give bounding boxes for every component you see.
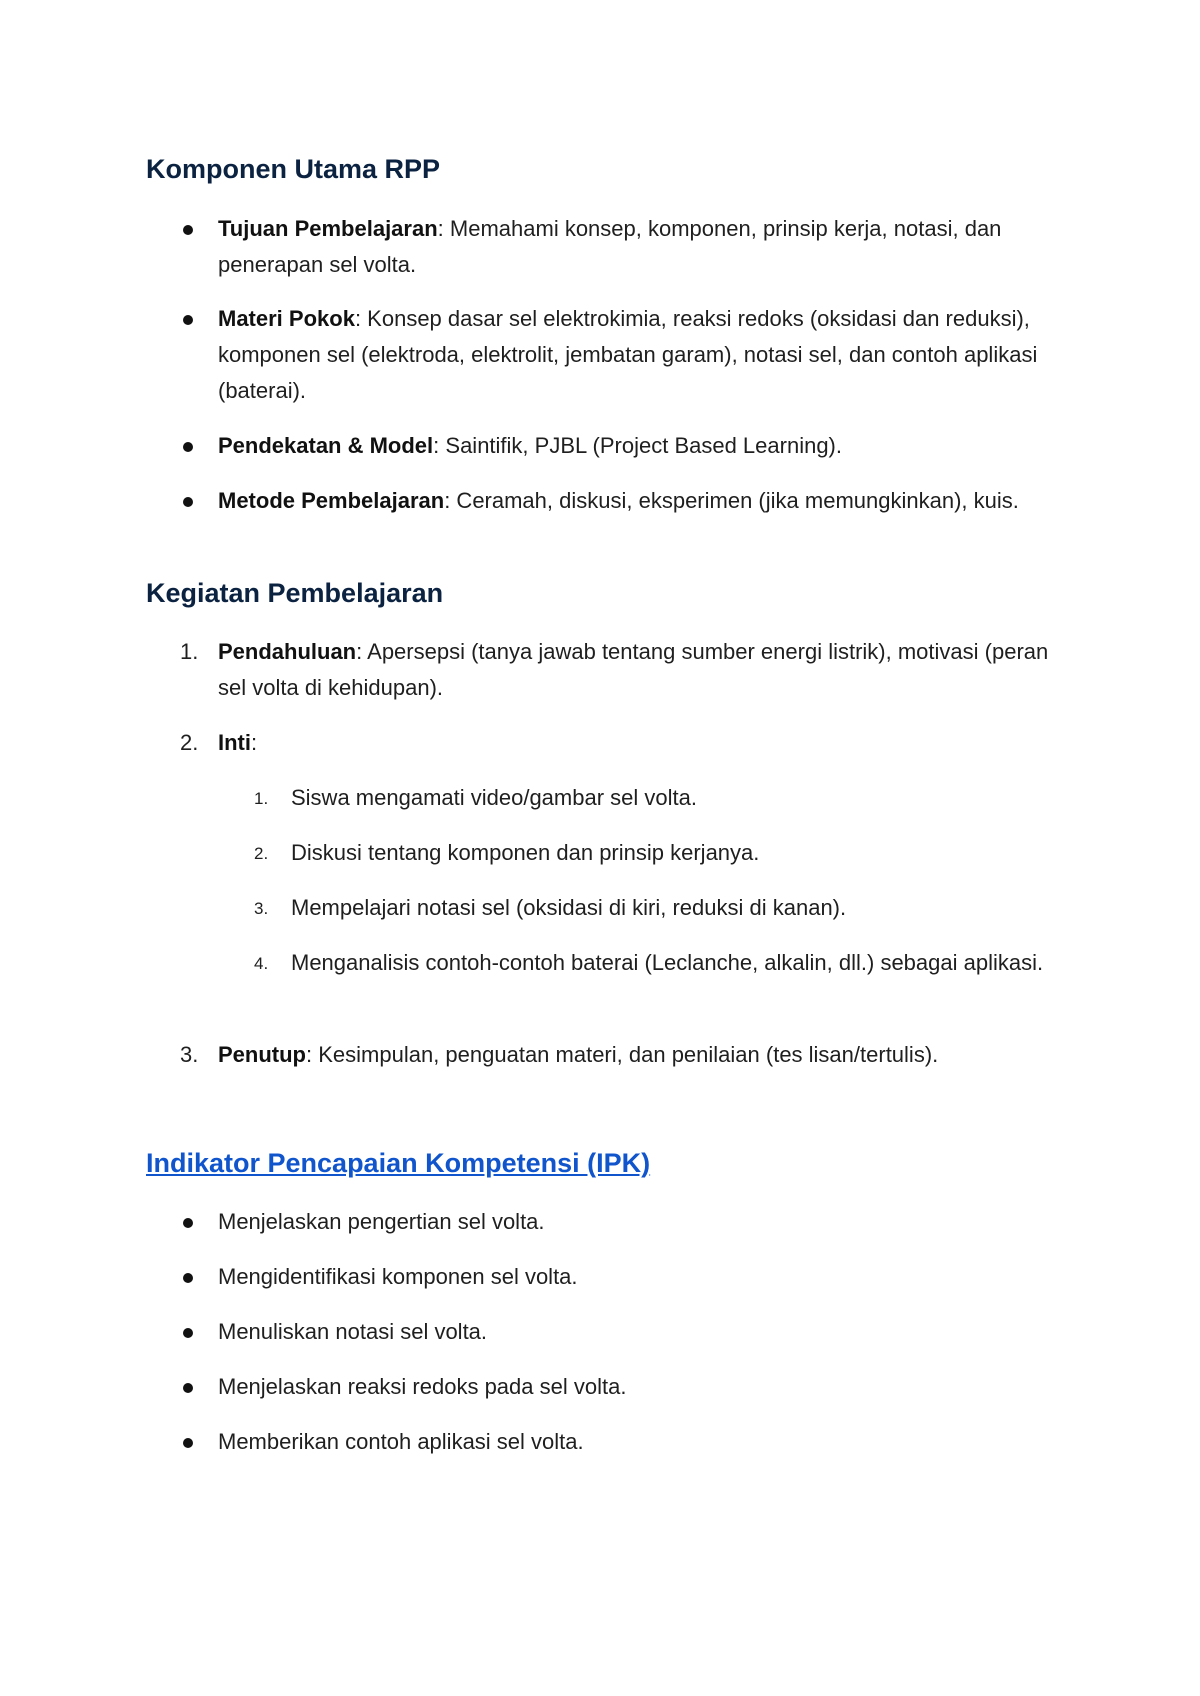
- item-text: Memahami konsep, komponen, prinsip kerja, notasi, dan penerapan sel volta.: [218, 216, 1002, 277]
- ipk-item: Menjelaskan reaksi redoks pada sel volta.: [218, 1374, 627, 1399]
- substep-number: 2.: [254, 844, 269, 863]
- list-item-metode: [218, 483, 1078, 519]
- list-item-tujuan: [218, 211, 1078, 283]
- heading-kegiatan-pembelajaran: Kegiatan Pembelajaran: [146, 578, 444, 608]
- item-term: Pendekatan & Model: [218, 433, 434, 458]
- substep-item: Menganalisis contoh-contoh baterai (Leclanche, alkalin, dll.) sebagai aplikasi.: [291, 950, 1044, 975]
- step-term: Pendahuluan: [218, 639, 357, 664]
- step-pendahuluan: [218, 634, 1078, 706]
- step-number: 1.: [180, 639, 199, 664]
- step-inti: [218, 725, 1078, 761]
- item-separator: :: [444, 488, 451, 513]
- ipk-item: Memberikan contoh aplikasi sel volta.: [218, 1429, 584, 1454]
- step-text: Apersepsi (tanya jawab tentang sumber energi listrik), motivasi (peran sel volta di kehidupan).: [218, 639, 1049, 700]
- step-separator: :: [306, 1042, 313, 1067]
- step-number: 3.: [180, 1042, 199, 1067]
- bullet-marker: [183, 1438, 193, 1448]
- bullet-marker: [183, 315, 193, 325]
- substep-item: Diskusi tentang komponen dan prinsip kerjanya.: [291, 840, 760, 865]
- bullet-marker: [183, 225, 193, 235]
- ipk-item: Mengidentifikasi komponen sel volta.: [218, 1264, 578, 1289]
- bullet-marker: [183, 442, 193, 452]
- bullet-marker: [183, 1328, 193, 1338]
- item-text: Konsep dasar sel elektrokimia, reaksi redoks (oksidasi dan reduksi), komponen sel (elektroda, elektrolit, jembatan garam), notasi sel, dan contoh aplikasi (baterai).: [218, 306, 1038, 403]
- ipk-item: Menuliskan notasi sel volta.: [218, 1319, 488, 1344]
- substep-number: 4.: [254, 954, 269, 973]
- item-separator: :: [354, 306, 362, 331]
- step-term: Penutup: [218, 1042, 306, 1067]
- heading-komponen-utama-rpp: Komponen Utama RPP: [146, 154, 441, 184]
- step-penutup: [218, 1037, 1078, 1073]
- step-term: Inti: [218, 730, 251, 755]
- step-separator: :: [356, 639, 363, 664]
- substep-number: 3.: [254, 899, 269, 918]
- item-separator: :: [433, 433, 440, 458]
- item-text: Saintifik, PJBL (Project Based Learning).: [439, 433, 842, 458]
- item-term: Metode Pembelajaran: [218, 488, 445, 513]
- bullet-marker: [183, 1218, 193, 1228]
- step-number: 2.: [180, 730, 199, 755]
- bullet-marker: [183, 1383, 193, 1393]
- substep-number: 1.: [254, 789, 269, 808]
- item-term: Tujuan Pembelajaran: [218, 216, 438, 241]
- list-item-pendekatan: [218, 428, 1078, 464]
- item-term: Materi Pokok: [218, 306, 355, 331]
- ipk-item: Menjelaskan pengertian sel volta.: [218, 1209, 545, 1234]
- step-separator: :: [251, 730, 258, 755]
- list-item-materi: [218, 301, 1078, 409]
- bullet-marker: [183, 1273, 193, 1283]
- bullet-marker: [183, 497, 193, 507]
- item-separator: :: [437, 216, 444, 241]
- step-text: Kesimpulan, penguatan materi, dan penilaian (tes lisan/tertulis).: [312, 1042, 939, 1067]
- substep-item: Siswa mengamati video/gambar sel volta.: [291, 785, 697, 810]
- substep-item: Mempelajari notasi sel (oksidasi di kiri, reduksi di kanan).: [291, 895, 847, 920]
- heading-indikator-link[interactable]: Indikator Pencapaian Kompetensi (IPK): [146, 1148, 651, 1178]
- item-text: Ceramah, diskusi, eksperimen (jika memungkinkan), kuis.: [450, 488, 1019, 513]
